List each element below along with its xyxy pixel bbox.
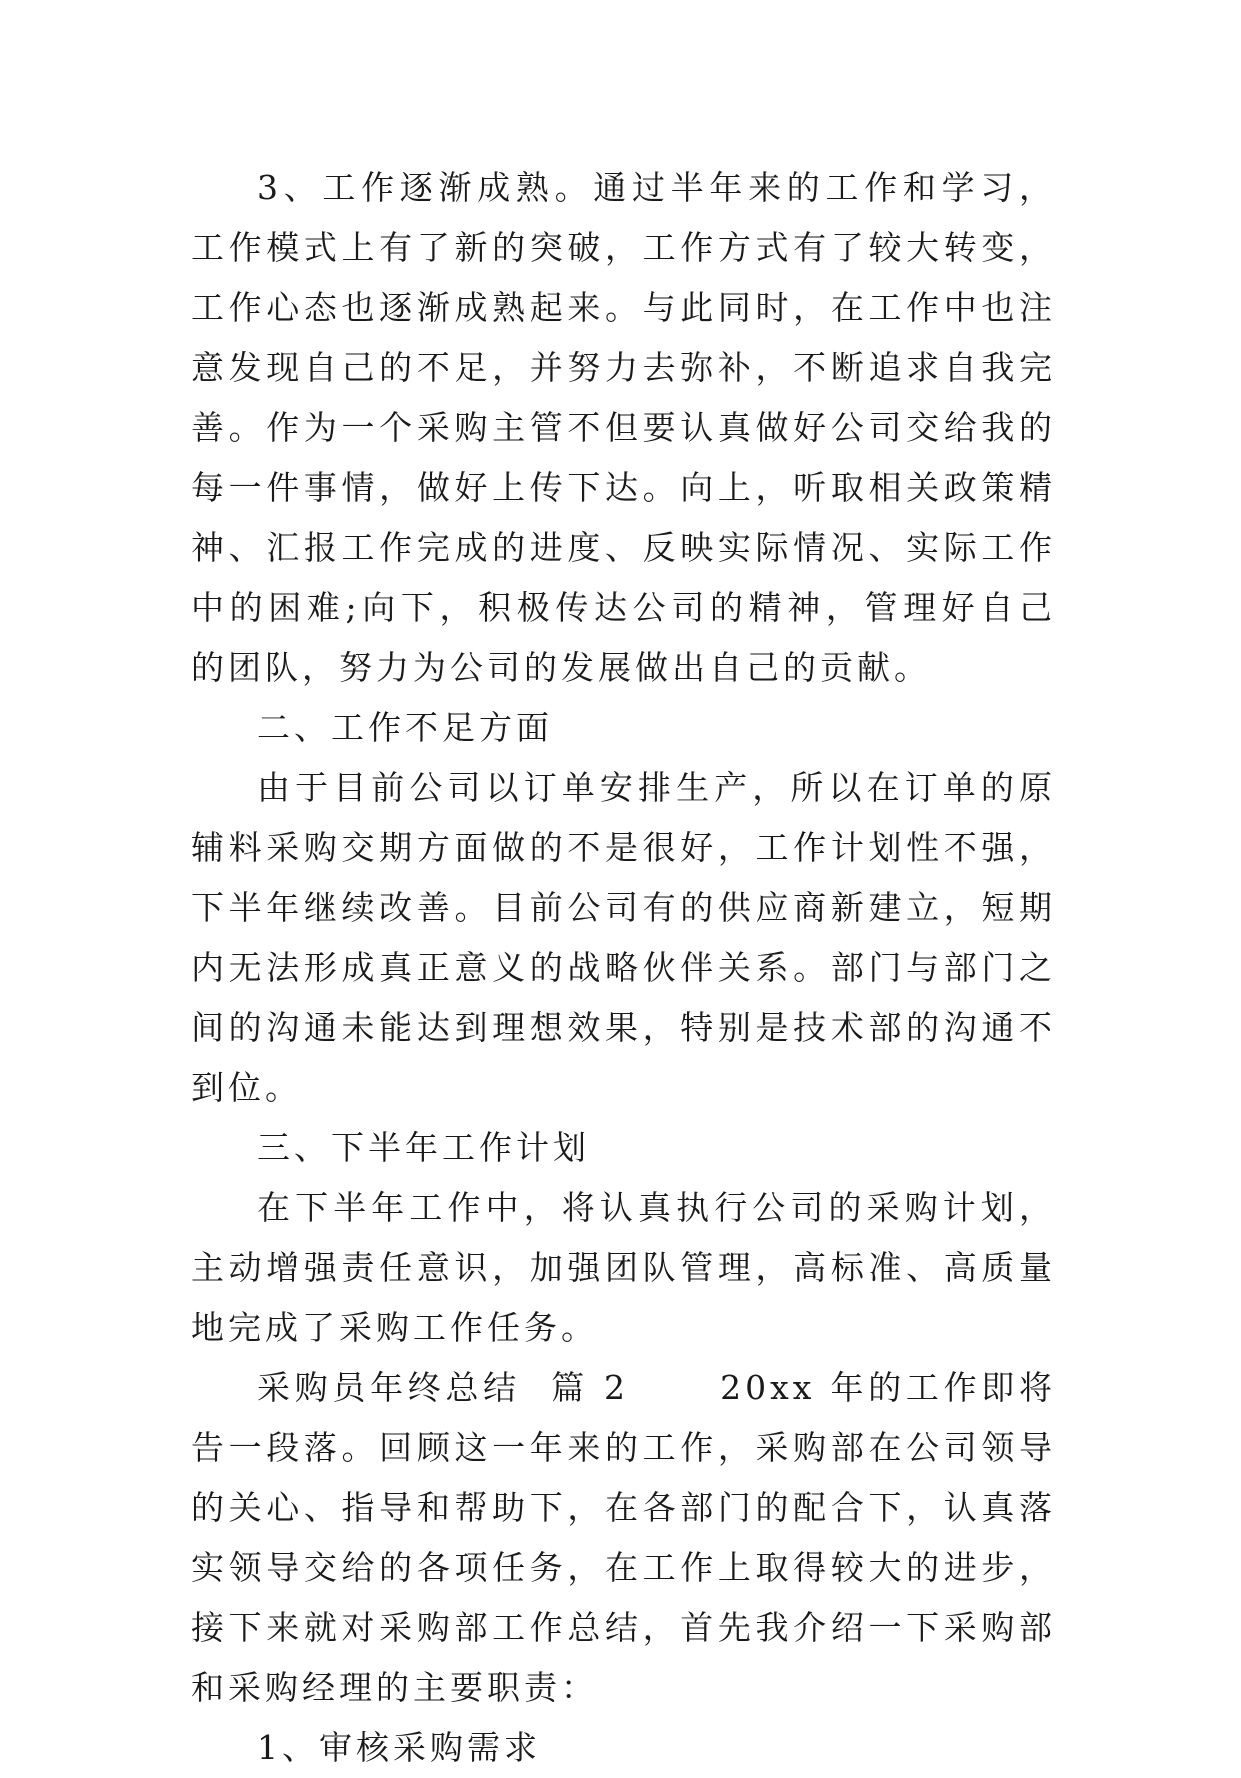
- paragraph-annual-summary: [191, 1358, 1056, 1718]
- paragraph-shortcomings: 由于目前公司以订单安排生产，所以在订单的原辅料采购交期方面做的不是很好，工作计划性不强，下半年继续改善。目前公司有的供应商新建立，短期内无法形成真正意义的战略伙伴关系。部门与部门之间的沟通未能达到理想效果，特别是技术部的沟通不到位。: [191, 768, 1056, 1107]
- annual-summary-text: 20xx 年的工作即将告一段落。回顾这一年来的工作，采购部在公司领导的关心、指导和帮助下，在各部门的配合下，认真落实领导交给的各项任务，在工作上取得较大的进步，接下来就对采购部工作总结，首先我介绍一下采购部和采购经理的主要职责：: [191, 1368, 1057, 1707]
- section-heading-shortcomings: 二、工作不足方面: [257, 708, 553, 747]
- paragraph-second-half-plan: 在下半年工作中，将认真执行公司的采购计划，主动增强责任意识，加强团队管理，高标准、高质量地完成了采购工作任务。: [191, 1188, 1056, 1347]
- subsection-heading-review-demand: 1、审核采购需求: [257, 1728, 541, 1767]
- article-lead-title: 采购员年终总结 篇 2: [257, 1368, 630, 1407]
- section-heading-second-half-plan: 三、下半年工作计划: [257, 1128, 590, 1167]
- document-body: [191, 158, 1056, 1778]
- lead-spacer: [629, 1368, 720, 1407]
- paragraph-work-maturity: 3、工作逐渐成熟。通过半年来的工作和学习，工作模式上有了新的突破，工作方式有了较大转变，工作心态也逐渐成熟起来。与此同时，在工作中也注意发现自己的不足，并努力去弥补，不断追求自我完善。作为一个采购主管不但要认真做好公司交给我的每一件事情，做好上传下达。向上，听取相关政策精神、汇报工作完成的进度、反映实际情况、实际工作中的困难;向下，积极传达公司的精神，管理好自己的团队，努力为公司的发展做出自己的贡献。: [191, 168, 1056, 687]
